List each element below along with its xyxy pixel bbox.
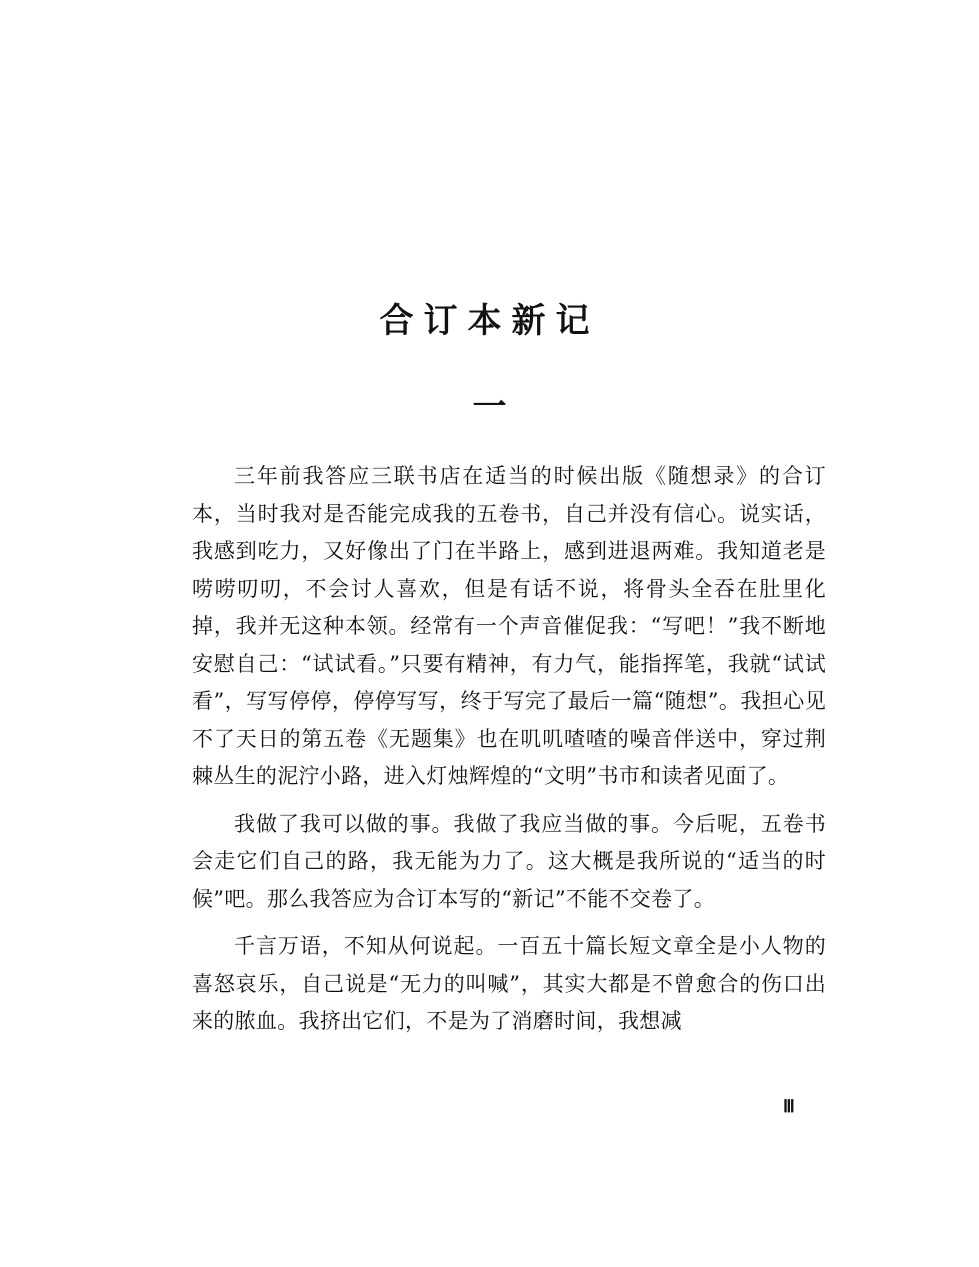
chapter-title: 合订本新记 xyxy=(379,301,600,341)
paragraph-3: 千言万语，不知从何说起。一百五十篇长短文章全是小人物的喜怒哀乐，自己说是“无力的叫喊”，其实大都是不曾愈合的伤口出来的脓血。我挤出它们，不是为了消磨时间，我想减 xyxy=(192,934,826,1033)
section-number: 一 xyxy=(472,387,507,427)
paragraph-1: 三年前我答应三联书店在适当的时候出版《随想录》的合订本，当时我对是否能完成我的五卷书，自己并没有信心。说实话，我感到吃力，又好像出了门在半路上，感到进退两难。我知道老是唠唠叨叨，不会讨人喜欢，但是有话不说，将骨头全吞在肚里化掉，我并无这种本领。经常有一个声音催促我：“写吧！”我不断地安慰自己：“试试看。”只要有精神，有力气，能指挥笔，我就“试试看”，写写停停，停停写写，终于写完了最后一篇“随想”。我担心见不了天日的第五卷《无题集》也在叽叽喳喳的噪音伴送中，穿过荆棘丛生的泥泞小路，进入灯烛辉煌的“文明”书市和读者见面了。 xyxy=(192,464,826,788)
paragraph-2: 我做了我可以做的事。我做了我应当做的事。今后呢，五卷书会走它们自己的路，我无能为力了。这大概是我所说的“适当的时候”吧。那么我答应为合订本写的“新记”不能不交卷了。 xyxy=(192,811,826,911)
body-text xyxy=(192,458,826,1051)
page-number: Ⅲ xyxy=(783,1097,795,1116)
